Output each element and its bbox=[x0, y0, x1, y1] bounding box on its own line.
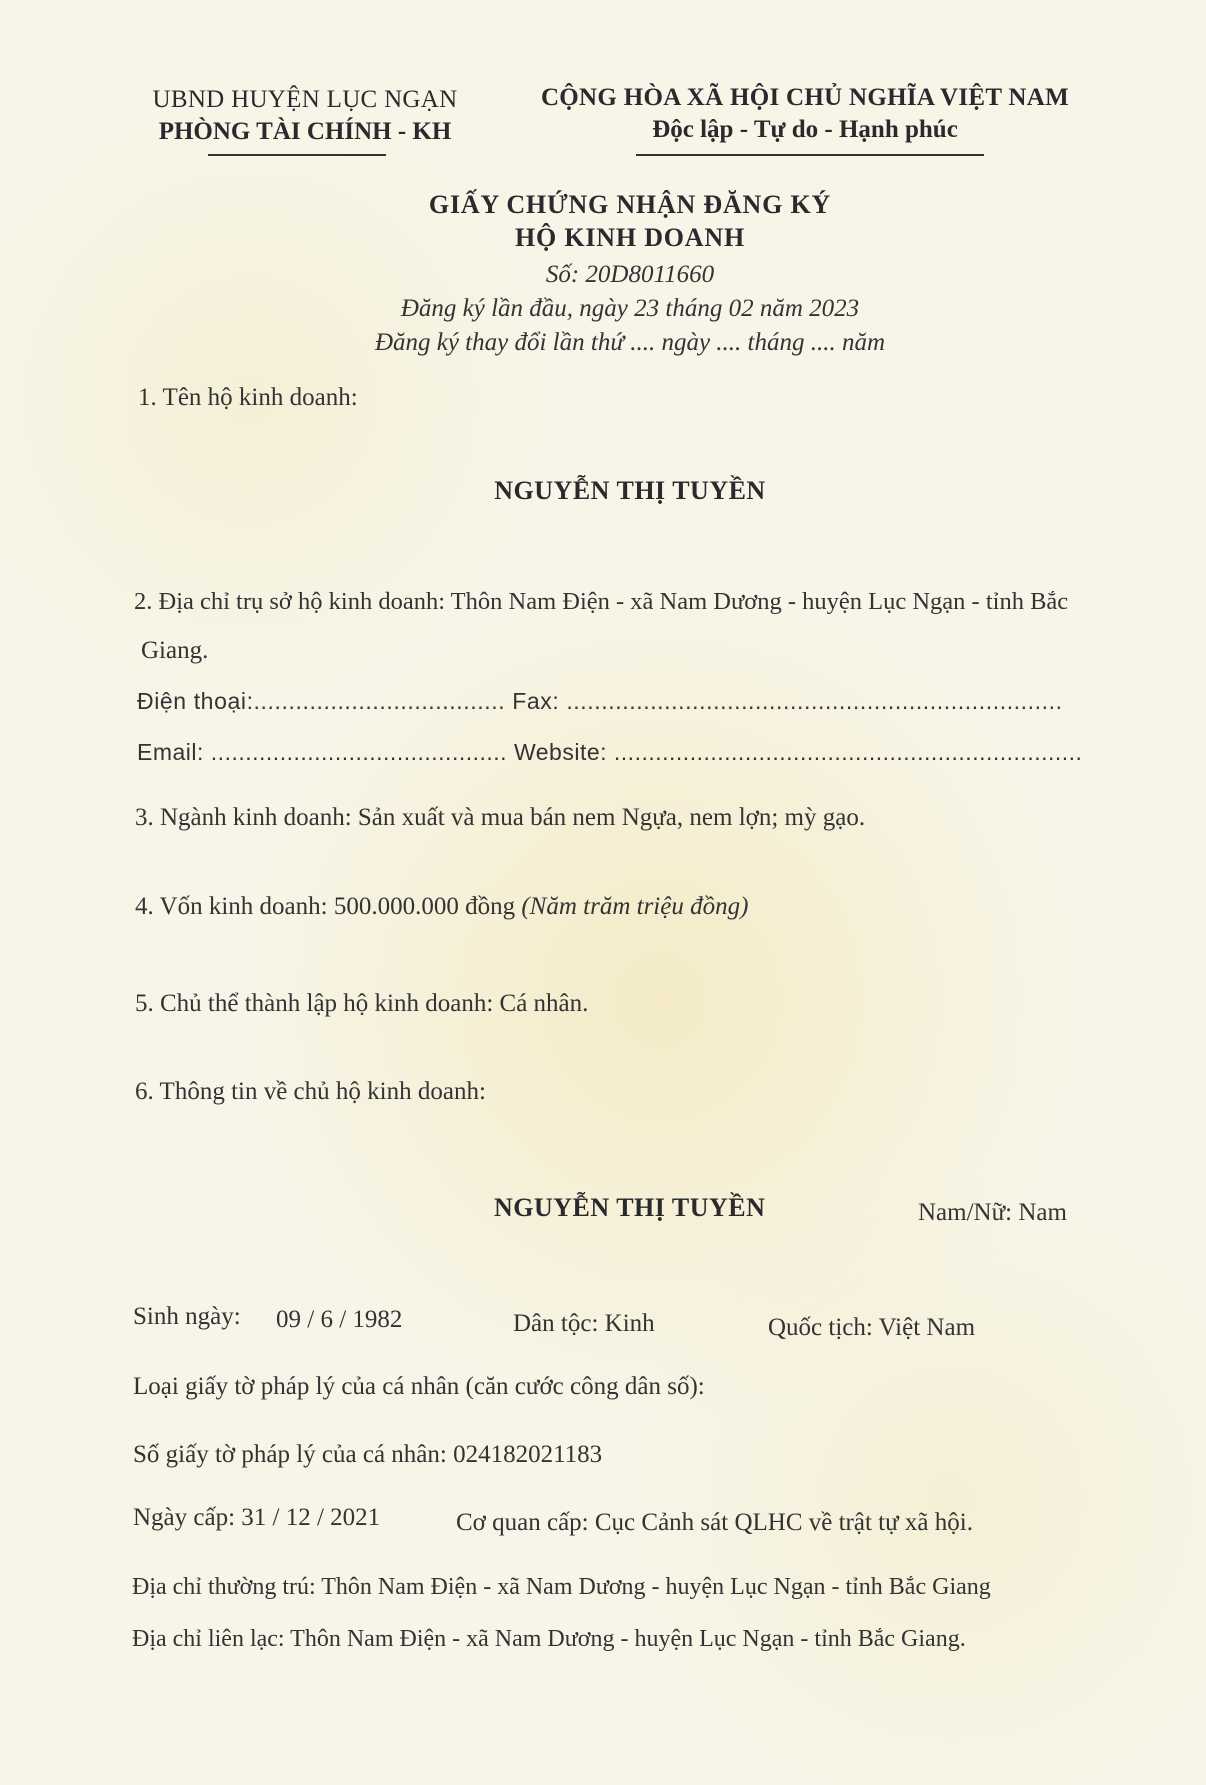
legal-document-type: Loại giấy tờ pháp lý của cá nhân (căn cước công dân số): bbox=[133, 1373, 705, 1400]
section-4-capital bbox=[135, 893, 748, 921]
country-name: CỘNG HÒA XÃ HỘI CHỦ NGHĨA VIỆT NAM bbox=[540, 84, 1070, 111]
issuing-authority bbox=[140, 86, 470, 146]
nationality: Quốc tịch: Việt Nam bbox=[768, 1314, 976, 1341]
national-title bbox=[520, 84, 1090, 144]
ethnicity: Dân tộc: Kinh bbox=[513, 1310, 655, 1337]
phone-fax-line: Điện thoại:.................................... Fax: ....................................................................... bbox=[137, 688, 1063, 714]
email-website-line: Email: ........................................... Website: .................................................................... bbox=[137, 739, 1083, 765]
right-header-underline bbox=[636, 154, 984, 156]
national-motto: Độc lập - Tự do - Hạnh phúc bbox=[652, 116, 958, 143]
business-name: NGUYỄN THỊ TUYỀN bbox=[494, 476, 766, 505]
section-1-label: 1. Tên hộ kinh doanh: bbox=[138, 384, 358, 411]
capital-amount: 4. Vốn kinh doanh: 500.000.000 đồng bbox=[135, 893, 516, 920]
birth-date-label: Sinh ngày: bbox=[133, 1303, 241, 1330]
owner-name: NGUYỄN THỊ TUYỀN bbox=[494, 1193, 766, 1222]
first-registration-date: Đăng ký lần đầu, ngày 23 tháng 02 năm 2023 bbox=[400, 295, 860, 322]
issuing-authority-office: Cơ quan cấp: Cục Cảnh sát QLHC về trật tự xã hội. bbox=[456, 1509, 973, 1536]
legal-document-number: Số giấy tờ pháp lý của cá nhân: 024182021183 bbox=[133, 1441, 603, 1468]
section-2-address-cont: Giang. bbox=[141, 637, 209, 664]
document-subtitle: HỘ KINH DOANH bbox=[515, 223, 745, 252]
certificate-number: Số: 20D8011660 bbox=[545, 261, 715, 288]
section-6-label: 6. Thông tin về chủ hộ kinh doanh: bbox=[135, 1078, 486, 1105]
permanent-address: Địa chỉ thường trú: Thôn Nam Điện - xã Nam Dương - huyện Lục Ngạn - tỉnh Bắc Giang bbox=[132, 1574, 991, 1600]
owner-gender: Nam/Nữ: Nam bbox=[918, 1199, 1067, 1226]
capital-in-words: (Năm trăm triệu đồng) bbox=[521, 893, 749, 920]
district-committee: UBND HUYỆN LỤC NGẠN bbox=[152, 86, 458, 113]
department-name: PHÒNG TÀI CHÍNH - KH bbox=[158, 118, 452, 145]
section-5-founder-type: 5. Chủ thể thành lập hộ kinh doanh: Cá nhân. bbox=[135, 990, 589, 1017]
left-header-underline bbox=[208, 154, 386, 156]
birth-date-value: 09 / 6 / 1982 bbox=[276, 1306, 403, 1333]
section-2-address: 2. Địa chỉ trụ sở hộ kinh doanh: Thôn Nam Điện - xã Nam Dương - huyện Lục Ngạn - tỉnh Bắc bbox=[134, 588, 1069, 615]
contact-address: Địa chỉ liên lạc: Thôn Nam Điện - xã Nam Dương - huyện Lục Ngạn - tỉnh Bắc Giang. bbox=[132, 1626, 966, 1652]
change-registration-date: Đăng ký thay đổi lần thứ .... ngày .... tháng .... năm bbox=[374, 329, 886, 356]
issue-date: Ngày cấp: 31 / 12 / 2021 bbox=[133, 1504, 381, 1531]
document-title: GIẤY CHỨNG NHẬN ĐĂNG KÝ bbox=[428, 190, 832, 219]
section-3-business-line: 3. Ngành kinh doanh: Sản xuất và mua bán nem Ngựa, nem lợn; mỳ gạo. bbox=[135, 804, 866, 831]
